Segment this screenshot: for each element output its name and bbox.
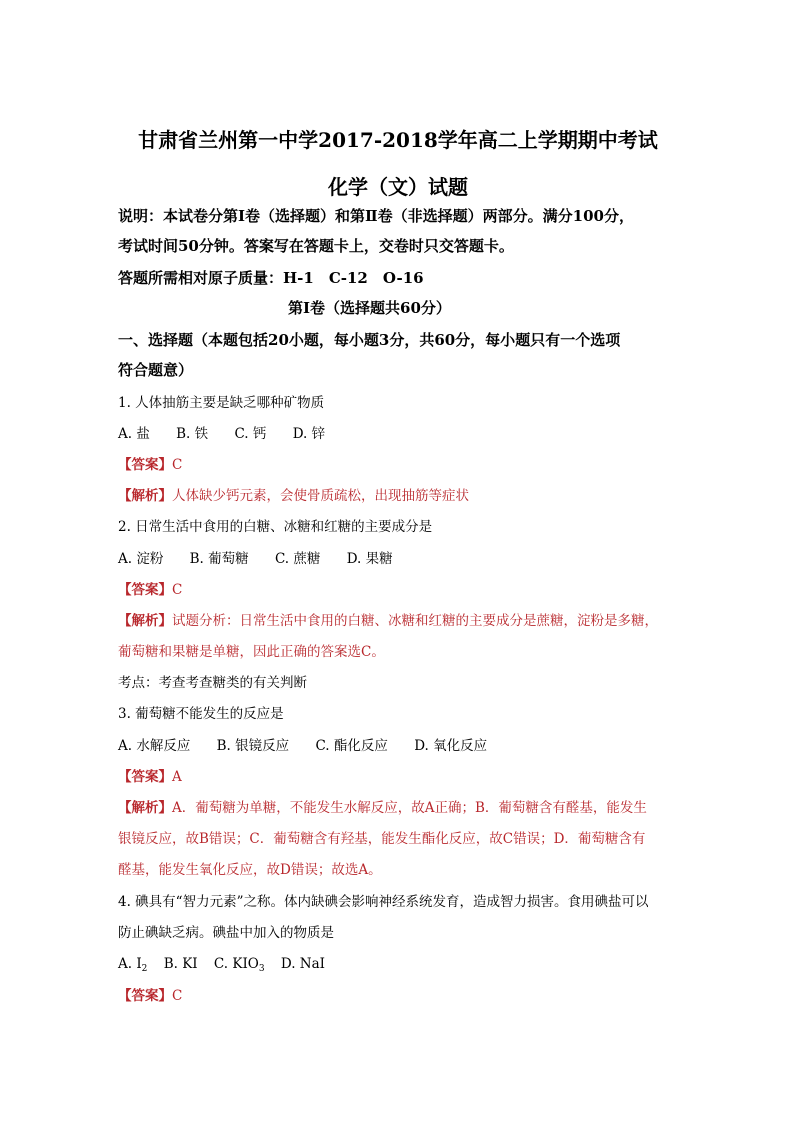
question-4-options bbox=[118, 954, 325, 974]
section-title: 第Ⅰ卷（选择题共60分） bbox=[288, 299, 451, 317]
analysis-label: 【解析】 bbox=[118, 800, 172, 816]
answer-label: 【答案】 bbox=[118, 769, 172, 785]
option-c: C. 蔗糖 bbox=[274, 551, 321, 567]
section-heading-1: 一、选择题（本题包括20小题，每小题3分，共60分，每小题只有一个选项 bbox=[118, 331, 621, 349]
question-3-analysis-line-3: 醛基，能发生氧化反应，故D错误；故选A。 bbox=[118, 862, 382, 878]
intro-line-1: 说明：本试卷分第Ⅰ卷（选择题）和第Ⅱ卷（非选择题）两部分。满分100分， bbox=[118, 207, 634, 225]
option-a: A. 水解反应 bbox=[118, 738, 191, 754]
question-4-stem-line-1: 4. 碘具有“智力元素”之称。体内缺碘会影响神经系统发育，造成智力损害。食用碘盐可以 bbox=[118, 894, 649, 910]
question-2-answer bbox=[118, 580, 182, 600]
option-b-text: B. KI bbox=[163, 956, 198, 972]
section-heading-2: 符合题意） bbox=[118, 361, 194, 379]
question-2-stem: 2. 日常生活中食用的白糖、冰糖和红糖的主要成分是 bbox=[118, 519, 433, 535]
option-b: B. 铁 bbox=[176, 426, 209, 442]
question-2-analysis-line-2: 葡萄糖和果糖是单糖，因此正确的答案选C。 bbox=[118, 644, 385, 660]
question-3-options bbox=[118, 736, 487, 756]
exam-subtitle: 化学（文）试题 bbox=[328, 175, 468, 199]
intro-line-3: 答题所需相对原子质量：H-1 C-12 O-16 bbox=[118, 269, 424, 287]
option-a-text: A. I bbox=[118, 956, 142, 972]
option-c: C. 酯化反应 bbox=[315, 738, 388, 754]
answer-value: A bbox=[172, 769, 182, 785]
answer-label: 【答案】 bbox=[118, 582, 172, 598]
option-a-subscript: 2 bbox=[141, 964, 148, 974]
analysis-text: A．葡萄糖为单糖，不能发生水解反应，故A正确；B．葡萄糖含有醛基，能发生 bbox=[172, 800, 647, 816]
option-c-subscript: 3 bbox=[258, 964, 265, 974]
question-1-stem: 1. 人体抽筋主要是缺乏哪种矿物质 bbox=[118, 395, 325, 411]
option-b bbox=[164, 954, 198, 974]
question-2-options bbox=[118, 549, 393, 569]
question-1-answer bbox=[118, 455, 182, 475]
option-d: D. 锌 bbox=[292, 426, 326, 442]
option-d-text: D. NaI bbox=[280, 956, 325, 972]
option-a: A. 淀粉 bbox=[118, 551, 164, 567]
answer-label: 【答案】 bbox=[118, 457, 172, 473]
question-3-stem: 3. 葡萄糖不能发生的反应是 bbox=[118, 706, 284, 722]
analysis-text: 试题分析：日常生活中食用的白糖、冰糖和红糖的主要成分是蔗糖，淀粉是多糖， bbox=[172, 613, 658, 629]
intro-line-2: 考试时间50分钟。答案写在答题卡上，交卷时只交答题卡。 bbox=[118, 237, 514, 255]
question-4-stem-line-2: 防止碘缺乏病。碘盐中加入的物质是 bbox=[118, 925, 334, 941]
option-d: D. 氧化反应 bbox=[414, 738, 488, 754]
exam-title: 甘肃省兰州第一中学2017-2018学年高二上学期期中考试 bbox=[138, 128, 658, 152]
answer-value: C bbox=[172, 582, 183, 598]
question-1-options bbox=[118, 424, 325, 444]
option-c bbox=[214, 954, 265, 974]
option-c-text: C. KIO bbox=[213, 956, 259, 972]
option-a bbox=[118, 954, 147, 974]
option-c: C. 钙 bbox=[234, 426, 267, 442]
question-2-note: 考点：考查考查糖类的有关判断 bbox=[118, 675, 307, 691]
question-4-answer bbox=[118, 986, 182, 1006]
analysis-text: 人体缺少钙元素，会使骨质疏松，出现抽筋等症状 bbox=[172, 488, 469, 504]
answer-label: 【答案】 bbox=[118, 988, 172, 1004]
option-d bbox=[281, 954, 325, 974]
answer-value: C bbox=[172, 988, 183, 1004]
answer-value: C bbox=[172, 457, 183, 473]
option-a: A. 盐 bbox=[118, 426, 150, 442]
question-3-answer bbox=[118, 767, 182, 787]
analysis-label: 【解析】 bbox=[118, 488, 172, 504]
option-d: D. 果糖 bbox=[346, 551, 393, 567]
analysis-label: 【解析】 bbox=[118, 613, 172, 629]
option-b: B. 葡萄糖 bbox=[189, 551, 249, 567]
question-2-analysis-line-1 bbox=[118, 611, 658, 631]
option-b: B. 银镜反应 bbox=[216, 738, 290, 754]
question-3-analysis-line-1 bbox=[118, 798, 647, 818]
question-3-analysis-line-2: 银镜反应，故B错误；C．葡萄糖含有羟基，能发生酯化反应，故C错误；D．葡萄糖含有 bbox=[118, 831, 646, 847]
question-1-analysis bbox=[118, 486, 469, 506]
